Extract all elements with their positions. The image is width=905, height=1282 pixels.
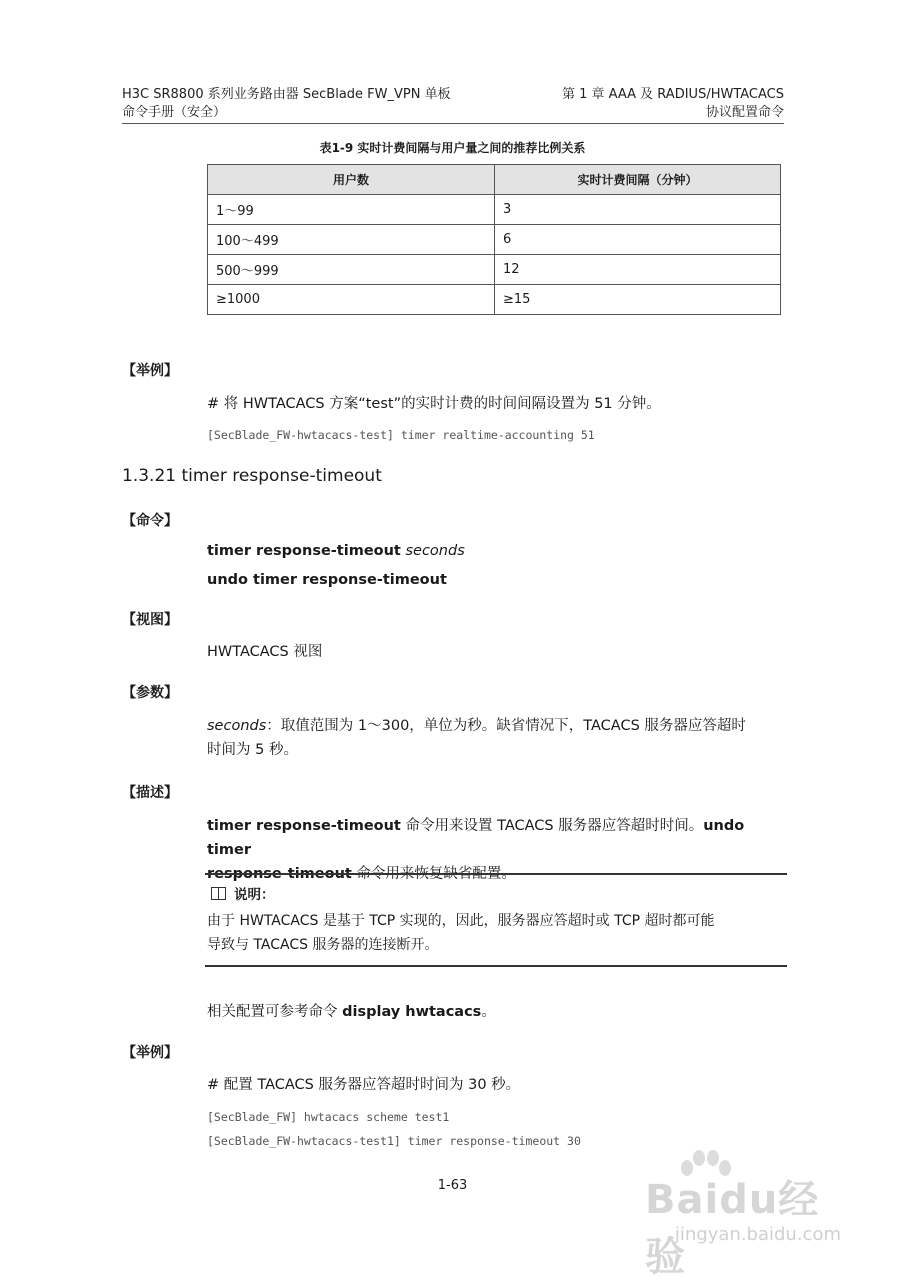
command-heading: 【命令】 (122, 513, 178, 529)
table-cell: ≥1000 (208, 285, 495, 315)
note-line: 由于 HWTACACS 是基于 TCP 实现的，因此，服务器应答超时或 TCP 超时都可能 (207, 913, 715, 929)
table-header-cell: 实时计费间隔（分钟） (495, 165, 781, 195)
table-row (208, 225, 781, 255)
related-text (207, 1000, 496, 1024)
note-title-text: 说明： (234, 887, 275, 903)
example-code-line: [SecBlade_FW-hwtacacs-test1] timer response-timeout 30 (207, 1134, 581, 1148)
book-icon (211, 887, 226, 900)
view-heading: 【视图】 (122, 612, 178, 628)
table-header-cell: 用户数 (208, 165, 495, 195)
param-description-cont: 时间为 5 秒。 (207, 742, 298, 758)
table-cell: 100～499 (208, 225, 495, 255)
header-right-line2: 协议配置命令 (705, 105, 784, 120)
header-right-line1: 第 1 章 AAA 及 RADIUS/HWTACACS (561, 87, 784, 102)
description-part: 命令用来恢复缺省配置。 (351, 866, 516, 882)
table-row (208, 195, 781, 225)
table-row (208, 285, 781, 315)
params-heading: 【参数】 (122, 685, 178, 701)
table-row (208, 255, 781, 285)
baidu-watermark (645, 1168, 855, 1280)
example-description: # 配置 TACACS 服务器应答超时时间为 30 秒。 (207, 1077, 521, 1093)
view-text: HWTACACS 视图 (207, 644, 323, 660)
table-cell: 12 (495, 255, 781, 285)
description-keyword: timer response-timeout (207, 818, 401, 834)
param-name: seconds (207, 718, 267, 734)
header-left-line1: H3C SR8800 系列业务路由器 SecBlade FW_VPN 单板 (122, 87, 451, 102)
note-title (211, 883, 275, 903)
table-cell: 500～999 (208, 255, 495, 285)
description-keyword: response-timeout (207, 866, 352, 882)
related-prefix: 相关配置可参考命令 (207, 1004, 343, 1020)
description-heading: 【描述】 (122, 785, 178, 801)
accounting-interval-table (207, 164, 781, 315)
table-cell: 6 (495, 225, 781, 255)
note-box (205, 873, 787, 967)
description-keyword: undo timer (207, 818, 745, 858)
related-command: display hwtacacs (342, 1004, 482, 1020)
example-code-line: [SecBlade_FW-hwtacacs-test] timer realtime-accounting 51 (207, 428, 595, 442)
undo-command-keyword: undo timer response-timeout (207, 572, 447, 588)
watermark-brand: Baidu经验 (645, 1177, 820, 1280)
page-number: 1-63 (437, 1178, 468, 1193)
note-text (207, 909, 783, 957)
command-argument: seconds (405, 543, 465, 559)
undo-command-syntax (207, 568, 447, 592)
table-cell: 3 (495, 195, 781, 225)
param-description: ：取值范围为 1～300，单位为秒。缺省情况下，TACACS 服务器应答超时 (266, 718, 746, 734)
example-heading: 【举例】 (122, 363, 178, 379)
related-suffix: 。 (481, 1004, 496, 1020)
command-syntax (207, 539, 465, 563)
table-caption: 表1-9 实时计费间隔与用户量之间的推荐比例关系 (319, 141, 586, 155)
table-cell: 1～99 (208, 195, 495, 225)
description-part: 命令用来设置 TACACS 服务器应答超时时间。 (400, 818, 704, 834)
example-code-line: [SecBlade_FW] hwtacacs scheme test1 (207, 1110, 450, 1124)
example-heading: 【举例】 (122, 1045, 178, 1061)
header-divider (122, 123, 784, 124)
example-description: # 将 HWTACACS 方案“test”的实时计费的时间间隔设置为 51 分钟。 (207, 396, 661, 412)
command-keyword: timer response-timeout (207, 543, 401, 559)
params-text (207, 714, 787, 762)
section-title: 1.3.21 timer response-timeout (122, 466, 382, 486)
header-left-line2: 命令手册（安全） (122, 105, 227, 120)
table-cell: ≥15 (495, 285, 781, 315)
watermark-url: jingyan.baidu.com (674, 1224, 841, 1245)
table-header-row (208, 165, 781, 195)
note-line: 导致与 TACACS 服务器的连接断开。 (207, 937, 439, 953)
